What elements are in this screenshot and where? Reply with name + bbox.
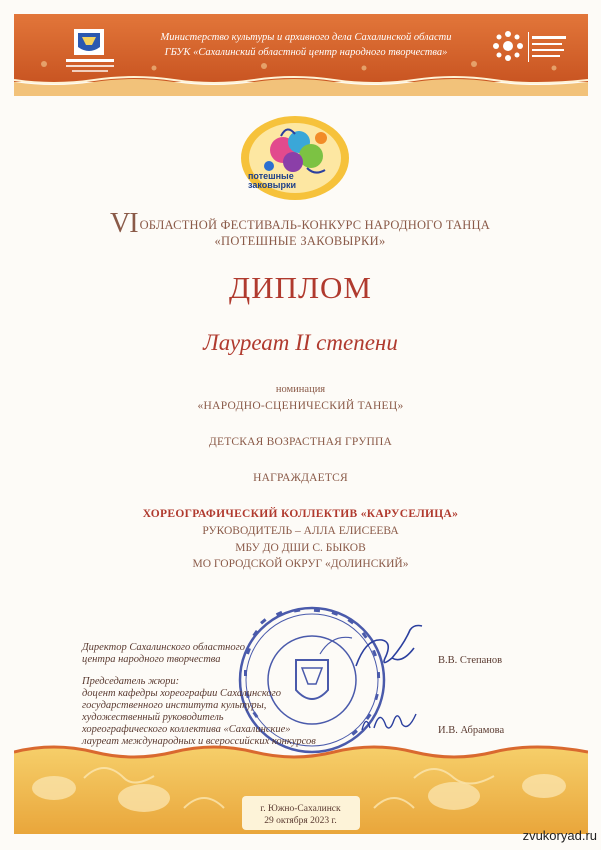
director-title-line2: центра народного творчества (82, 654, 221, 665)
jury-signature (358, 704, 420, 738)
school-name: МБУ ДО ДШИ С. БЫКОВ (235, 542, 366, 554)
ministry-name: Министерство культуры и архивного дела Сахалинской области (160, 32, 452, 43)
age-group: ДЕТСКАЯ ВОЗРАСТНАЯ ГРУППА (208, 436, 393, 448)
laureate-degree: Лауреат II степени (203, 330, 398, 355)
jury-name: И.В. Абрамова (438, 725, 505, 736)
director-block (82, 642, 245, 666)
district-name: МО ГОРОДСКОЙ ОКРУГ «ДОЛИНСКИЙ» (192, 558, 409, 570)
nomination-label: номинация (275, 384, 326, 395)
festival-title-line2: «ПОТЕШНЫЕ ЗАКОВЫРКИ» (214, 234, 386, 248)
jury-title-line3: государственного института культуры, (82, 700, 267, 711)
festival-number: VI (110, 208, 138, 239)
jury-title-line6: лауреат международных и всероссийских конкурсов (82, 736, 316, 747)
festival-title-line1: ОБЛАСТНОЙ ФЕСТИВАЛЬ-КОНКУРС НАРОДНОГО ТАНЦА (139, 218, 490, 232)
jury-title-line5: хореографического коллектива «Сахалинские» (82, 724, 291, 735)
logo-text-line2: заковырки (248, 180, 296, 190)
director-name: В.В. Степанов (438, 655, 503, 666)
jury-title-line1: Председатель жюри: (82, 676, 180, 687)
folk-art-center-logo (490, 28, 570, 72)
issue-city: г. Южно-Сахалинск (260, 804, 341, 814)
institution-name: ГБУК «Сахалинский областной центр народного творчества» (164, 47, 448, 58)
header-banner (14, 14, 588, 96)
leader-name: РУКОВОДИТЕЛЬ – АЛЛА ЕЛИСЕЕВА (202, 525, 399, 537)
festival-logo-text (248, 172, 318, 190)
director-signature (352, 618, 428, 680)
watermark: zvukoryad.ru (522, 828, 597, 843)
collective-name: ХОРЕОГРАФИЧЕСКИЙ КОЛЛЕКТИВ «КАРУСЕЛИЦА» (142, 508, 459, 520)
ministry-logo (66, 29, 114, 75)
director-title-line1: Директор Сахалинского областного (82, 642, 245, 653)
awarded-label: НАГРАЖДАЕТСЯ (253, 472, 348, 484)
issue-date: 29 октября 2023 г. (264, 816, 337, 826)
nomination-value: «НАРОДНО-СЦЕНИЧЕСКИЙ ТАНЕЦ» (197, 400, 404, 412)
jury-title-line2: доцент кафедры хореографии Сахалинского (82, 688, 281, 699)
jury-title-line4: художественный руководитель (82, 712, 224, 723)
diploma-title: ДИПЛОМ (229, 270, 372, 305)
festival-title (100, 208, 500, 248)
logo-text-line1: потешные (248, 171, 294, 181)
